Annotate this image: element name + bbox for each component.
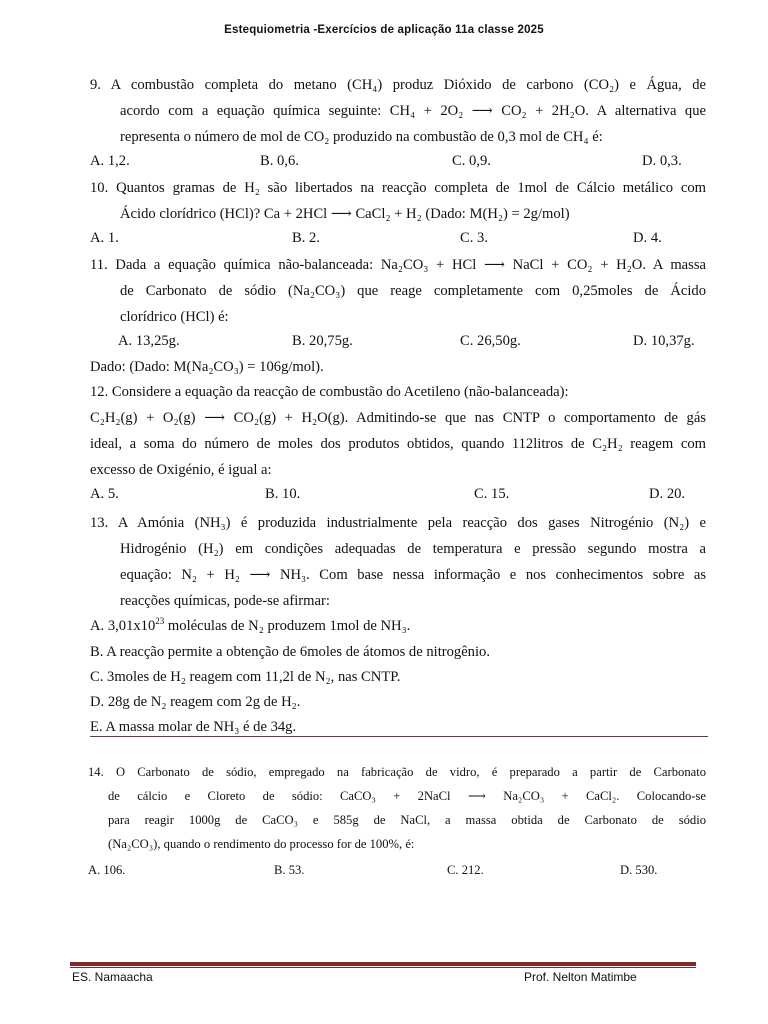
question-9-line-2: acordo com a equação química seguinte: CH₄ + 2O₂ ⟶ CO₂ + 2H₂O. A alternativa que xyxy=(120,103,706,119)
option-d: D. 4. xyxy=(633,230,662,246)
question-11-line-3: clorídrico (HCl) é: xyxy=(120,309,229,325)
option-d: D. 0,3. xyxy=(642,153,682,169)
question-9-options xyxy=(90,149,706,173)
question-9 xyxy=(90,72,706,150)
question-10-line-1: 10. Quantos gramas de H₂ são libertados na reacção completa de 1mol de Cálcio metálico com xyxy=(90,180,706,196)
section-divider xyxy=(90,736,708,737)
question-13-option-c: C. 3moles de H₂ reagem com 11,2l de N₂, nas CNTP. xyxy=(90,669,401,685)
question-12-line-1: 12. Considere a equação da reacção de combustão do Acetileno (não-balanceada): xyxy=(90,384,569,400)
option-d: D. 10,37g. xyxy=(633,333,695,349)
option-a: A. 1,2. xyxy=(90,153,130,169)
option-a-text: moléculas de N₂ produzem 1mol de NH₃. xyxy=(164,618,411,634)
option-d: D. 530. xyxy=(620,863,658,877)
question-12-line-4: excesso de Oxigénio, é igual a: xyxy=(90,462,272,478)
option-c: C. 15. xyxy=(474,486,510,502)
option-a: A. 1. xyxy=(90,230,119,246)
question-13-option-b: B. A reacção permite a obtenção de 6moles de átomos de nitrogênio. xyxy=(90,644,490,660)
question-12 xyxy=(90,379,706,483)
footer-rule-thin xyxy=(70,967,696,968)
question-14-line-2: de cálcio e Cloreto de sódio: CaCO₃ + 2NaCl ⟶ Na₂CO₃ + CaCl₂. Colocando-se xyxy=(108,789,706,803)
question-10-options xyxy=(90,226,706,250)
question-11-line-1: 11. Dada a equação química não-balanceada: Na₂CO₃ + HCl ⟶ NaCl + CO₂ + H₂O. A massa xyxy=(90,257,706,273)
question-14-line-1: 14. O Carbonato de sódio, empregado na fabricação de vidro, é preparado a partir de Carbonato xyxy=(88,765,706,779)
option-a: A. 5. xyxy=(90,486,119,502)
question-13 xyxy=(90,510,706,614)
option-c: C. 3. xyxy=(460,230,488,246)
option-b: B. 2. xyxy=(292,230,320,246)
question-14-options xyxy=(88,858,706,882)
question-13-line-3: equação: N₂ + H₂ ⟶ NH₃. Com base nessa informação e nos conhecimentos sobre as xyxy=(120,567,706,583)
question-10 xyxy=(90,175,706,227)
option-a-exponent: 23 xyxy=(155,616,165,626)
option-d: D. 20. xyxy=(649,486,686,502)
option-a-prefix: A. 3,01x10 xyxy=(90,618,156,634)
question-14-line-3: para reagir 1000g de CaCO₃ e 585g de NaCl, a massa obtida de Carbonato de sódio xyxy=(108,813,706,827)
question-13-option-a xyxy=(90,614,410,638)
question-11-given-data: Dado: (Dado: M(Na₂CO₃) = 106g/mol). xyxy=(90,359,324,375)
option-a: A. 13,25g. xyxy=(118,333,180,349)
footer-school: ES. Namaacha xyxy=(72,970,153,984)
question-12-line-3: ideal, a soma do número de moles dos produtos obtidos, quando 112litros de C₂H₂ reagem com xyxy=(90,436,706,452)
question-9-line-1: 9. A combustão completa do metano (CH₄) produz Dióxido de carbono (CO₂) e Água, de xyxy=(90,77,706,93)
option-b: B. 10. xyxy=(265,486,301,502)
question-13-option-d: D. 28g de N₂ reagem com 2g de H₂. xyxy=(90,694,301,710)
question-13-line-1: 13. A Amónia (NH₃) é produzida industrialmente pela reacção dos gases Nitrogénio (N₂) e xyxy=(90,515,706,531)
option-c: C. 26,50g. xyxy=(460,333,521,349)
question-13-option-e: E. A massa molar de NH₃ é de 34g. xyxy=(90,719,297,735)
question-12-line-2: C₂H₂(g) + O₂(g) ⟶ CO₂(g) + H₂O(g). Admitindo-se que nas CNTP o comportamento de gás xyxy=(90,410,706,426)
option-b: B. 20,75g. xyxy=(292,333,353,349)
question-13-line-2: Hidrogénio (H₂) em condições adequadas de temperatura e pressão segundo mostra a xyxy=(120,541,706,557)
option-c: C. 212. xyxy=(447,863,484,877)
question-11-line-2: de Carbonato de sódio (Na₂CO₃) que reage completamente com 0,25moles de Ácido xyxy=(120,283,706,299)
question-9-line-3: representa o número de mol de CO₂ produzido na combustão de 0,3 mol de CH₄ é: xyxy=(120,129,603,145)
question-13-line-4: reacções químicas, pode-se afirmar: xyxy=(120,593,330,609)
footer-teacher: Prof. Nelton Matimbe xyxy=(524,970,637,984)
question-10-line-2: Ácido clorídrico (HCl)? Ca + 2HCl ⟶ CaCl₂ + H₂ (Dado: M(H₂) = 2g/mol) xyxy=(120,206,570,222)
page-header: Estequiometria -Exercícios de aplicação 11a classe 2025 xyxy=(224,24,544,36)
footer-rule xyxy=(70,962,696,966)
question-11 xyxy=(90,252,706,330)
question-14 xyxy=(88,760,706,856)
option-a: A. 106. xyxy=(88,863,126,877)
option-b: B. 53. xyxy=(274,863,305,877)
question-14-line-4: (Na₂CO₃), quando o rendimento do processo for de 100%, é: xyxy=(108,837,415,851)
option-c: C. 0,9. xyxy=(452,153,491,169)
option-b: B. 0,6. xyxy=(260,153,299,169)
question-12-options xyxy=(90,482,706,506)
question-11-options xyxy=(90,329,706,353)
